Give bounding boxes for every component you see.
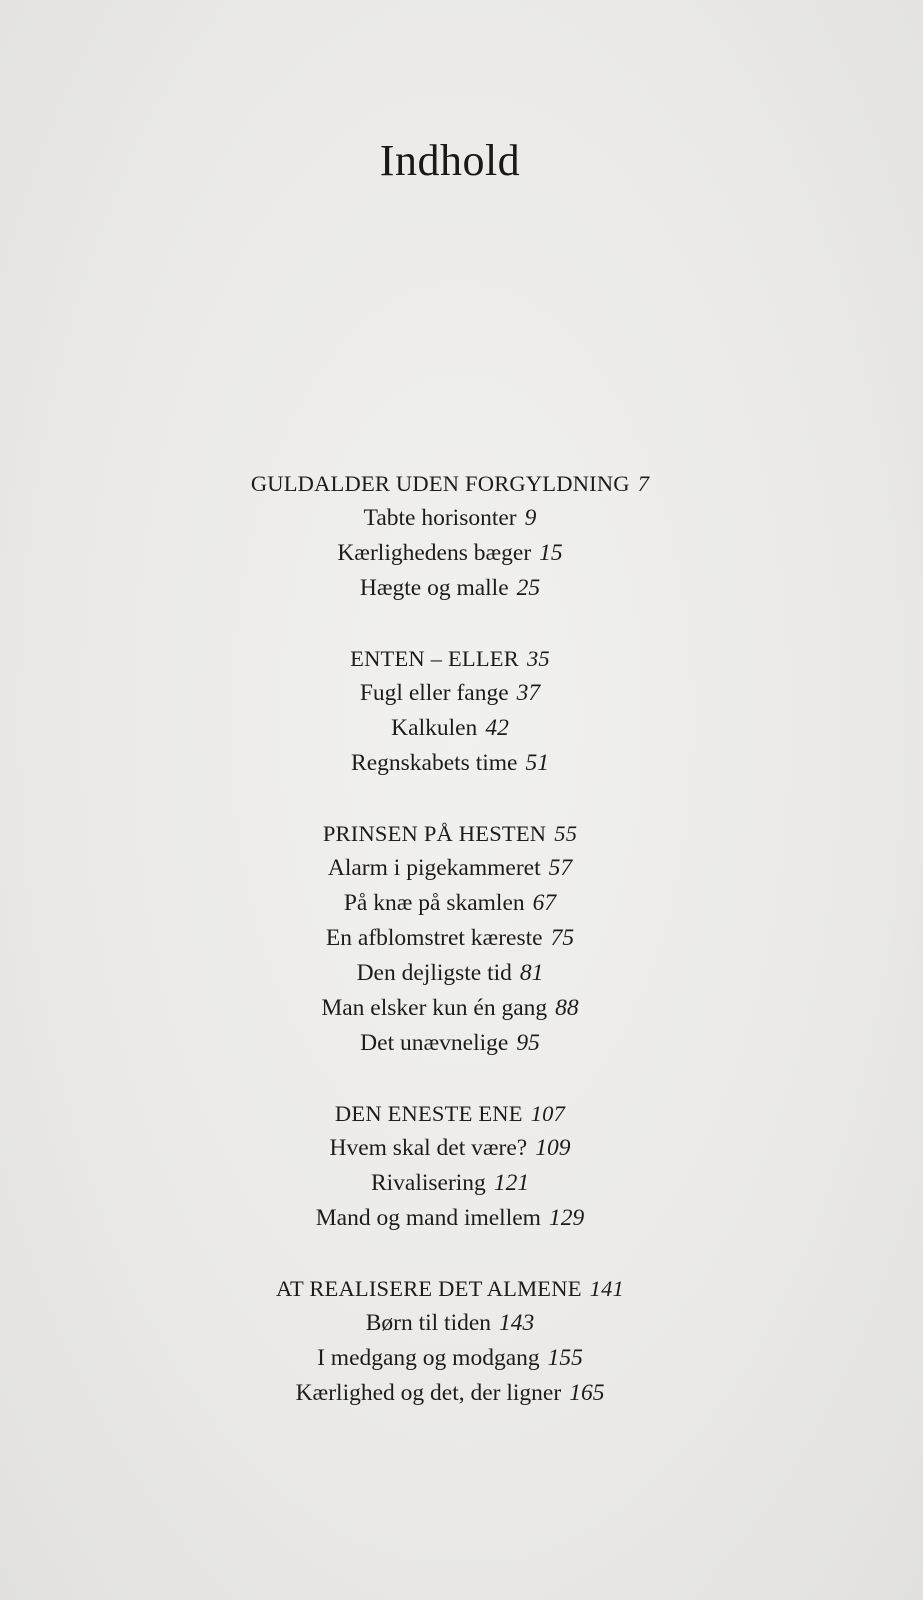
toc-heading-label: PRINSEN PÅ HESTEN xyxy=(322,821,547,846)
toc-entry xyxy=(0,1201,900,1236)
toc-page-number: 25 xyxy=(516,575,541,601)
toc-entry xyxy=(0,956,900,991)
toc-entry xyxy=(0,501,900,536)
toc-entry xyxy=(0,991,900,1026)
toc-entry-label: Tabte horisonter xyxy=(363,505,517,531)
toc-page-number: 7 xyxy=(637,471,650,496)
toc-page-number: 9 xyxy=(524,505,537,531)
toc-entry xyxy=(0,1166,900,1201)
toc-page-number: 55 xyxy=(554,821,578,846)
toc-entry-label: Børn til tiden xyxy=(365,1310,492,1336)
toc-page-number: 57 xyxy=(548,855,573,881)
toc-entry-label: Alarm i pigekammeret xyxy=(327,855,541,881)
toc-page-number: 143 xyxy=(499,1310,535,1336)
toc-entry xyxy=(0,886,900,921)
toc-entry-label: Regnskabets time xyxy=(351,750,518,776)
toc-page-number: 107 xyxy=(530,1101,566,1126)
toc-entry-label: Kalkulen xyxy=(391,715,478,741)
toc-entry-label: En afblomstret kæreste xyxy=(325,925,543,951)
toc-page-number: 51 xyxy=(525,750,549,776)
toc-entry xyxy=(0,711,900,746)
toc-entry xyxy=(0,1131,900,1166)
toc-page-number: 75 xyxy=(550,925,575,951)
toc-entry-label: Rivalisering xyxy=(370,1170,486,1196)
toc-entry-label: Hvem skal det være? xyxy=(329,1135,528,1161)
toc-entry xyxy=(0,921,900,956)
toc-entry xyxy=(0,1376,900,1411)
toc-heading-label: ENTEN – ELLER xyxy=(350,646,519,671)
toc-section xyxy=(0,466,900,606)
toc-section xyxy=(0,641,900,781)
toc-section-heading xyxy=(0,816,900,851)
toc-entry-label: Mand og mand imellem xyxy=(315,1205,541,1231)
toc-section-heading xyxy=(0,466,900,501)
toc-entry-label: Fugl eller fange xyxy=(359,680,509,706)
toc-section xyxy=(0,1096,900,1236)
toc-entry-label: Man elsker kun én gang xyxy=(321,995,548,1021)
toc-page-number: 81 xyxy=(519,960,544,986)
toc-entry xyxy=(0,1306,900,1341)
toc-section-heading xyxy=(0,1096,900,1131)
toc-page-number: 155 xyxy=(547,1345,583,1371)
toc-section xyxy=(0,1271,900,1411)
toc-entry xyxy=(0,536,900,571)
toc-page-number: 121 xyxy=(493,1170,530,1196)
page-title: Indhold xyxy=(379,136,521,185)
toc-page-number: 95 xyxy=(516,1030,540,1056)
toc-page-number: 109 xyxy=(535,1135,571,1161)
toc-page-number: 165 xyxy=(569,1380,605,1406)
toc-page-number: 129 xyxy=(548,1205,585,1231)
toc-entry xyxy=(0,676,900,711)
toc-section-heading xyxy=(0,641,900,676)
toc-page-number: 141 xyxy=(589,1276,624,1301)
toc-page-number: 37 xyxy=(516,680,541,706)
toc-entry xyxy=(0,851,900,886)
toc-page-number: 42 xyxy=(485,715,509,741)
table-of-contents xyxy=(0,466,900,1446)
toc-entry-label: Den dejligste tid xyxy=(356,960,512,986)
toc-entry xyxy=(0,571,900,606)
toc-entry xyxy=(0,1026,900,1061)
toc-entry-label: Det unævnelige xyxy=(360,1030,509,1056)
toc-entry-label: Kærlighed og det, der ligner xyxy=(295,1380,562,1406)
toc-entry-label: I medgang og modgang xyxy=(317,1345,540,1371)
toc-heading-label: AT REALISERE DET ALMENE xyxy=(276,1276,582,1301)
toc-entry xyxy=(0,1341,900,1376)
toc-heading-label: DEN ENESTE ENE xyxy=(334,1101,523,1126)
toc-section xyxy=(0,816,900,1061)
toc-page-number: 15 xyxy=(539,540,563,566)
toc-entry-label: På knæ på skamlen xyxy=(343,890,525,916)
toc-entry-label: Kærlighedens bæger xyxy=(337,540,532,566)
toc-page-number: 88 xyxy=(555,995,579,1021)
toc-heading-label: GULDALDER UDEN FORGYLDNING xyxy=(250,471,630,496)
toc-entry xyxy=(0,746,900,781)
toc-entry-label: Hægte og malle xyxy=(359,575,509,601)
toc-section-heading xyxy=(0,1271,900,1306)
toc-page-number: 35 xyxy=(526,646,550,671)
toc-page-number: 67 xyxy=(532,890,557,916)
